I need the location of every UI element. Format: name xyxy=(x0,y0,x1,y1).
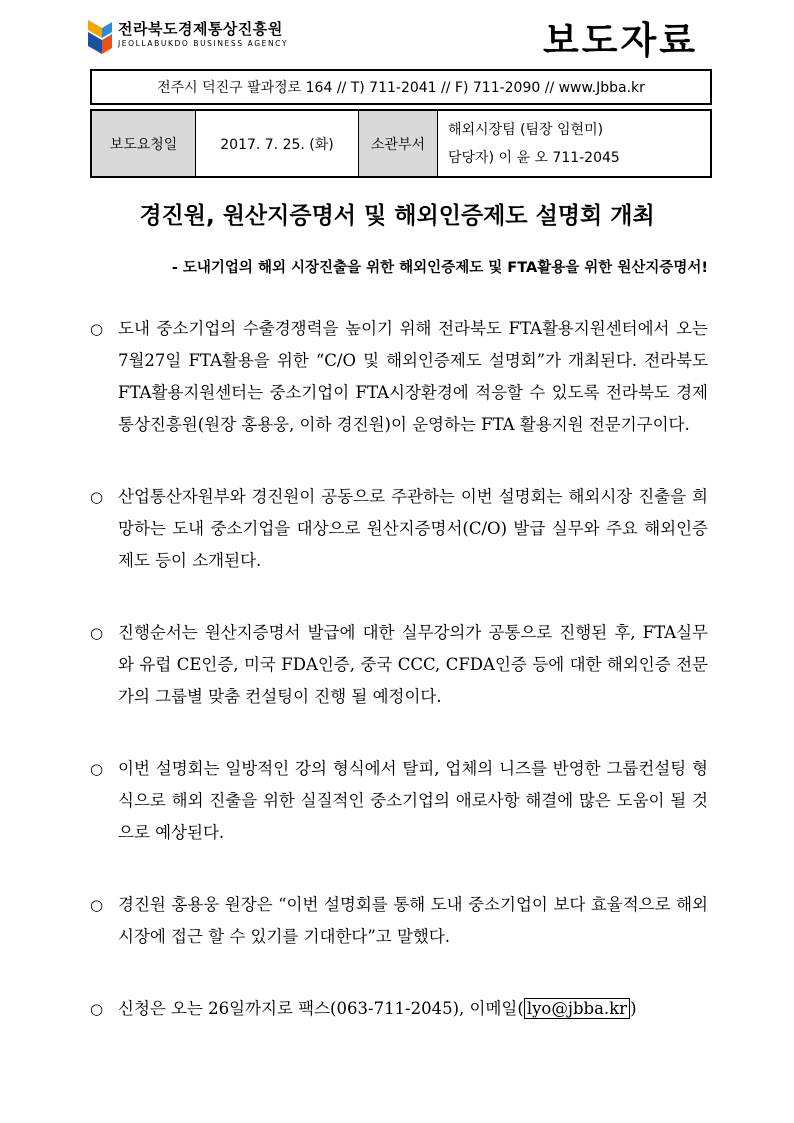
org-name-en: JEOLLABUKDO BUSINESS AGENCY xyxy=(118,39,289,48)
department-team: 해외시장팀 (팀장 임현미) xyxy=(448,121,604,138)
paragraph-text: 산업통산자원부와 경진원이 공동으로 주관하는 이번 설명회는 해외시장 진출을 희망하는 도내 중소기업을 대상으로 원산지증명서(C/O) 발급 실무와 주요 해외인증제도 등이 소개된다. xyxy=(118,487,708,570)
email-link[interactable]: lyo@jbba.kr xyxy=(524,998,630,1019)
paragraph xyxy=(90,313,708,441)
bullet-circle-icon: ○ xyxy=(90,320,104,338)
application-text: 신청은 오는 26일까지로 팩스(063-711-2045), 이메일( xyxy=(118,999,524,1018)
paragraph xyxy=(90,617,708,713)
request-date-label: 보도요청일 xyxy=(92,111,196,176)
bullet-circle-icon: ○ xyxy=(90,760,104,778)
paragraph xyxy=(90,753,708,849)
subheadline: - 도내기업의 해외 시장진출을 위한 해외인증제도 및 FTA활용을 위한 원산지증명서! xyxy=(171,260,708,276)
department-contact: 담당자) 이 윤 오 711-2045 xyxy=(448,149,620,166)
department-label: 소관부서 xyxy=(359,111,438,176)
closing-paren: ) xyxy=(630,999,637,1018)
paragraph-text: 도내 중소기업의 수출경쟁력을 높이기 위해 전라북도 FTA활용지원센터에서 오는 7월27일 FTA활용을 위한 “C/O 및 해외인증제도 설명회”가 개최된다. 전라북도 FTA활용지원센터는 중소기업이 FTA시장환경에 적응할 수 있도록 전라북도 경제통상진흥원(원장 홍용웅, 이하 경진원)이 운영하는 FTA 활용지원 전문기구이다. xyxy=(118,319,708,434)
bullet-circle-icon: ○ xyxy=(90,624,104,642)
paragraph-text: 진행순서는 원산지증명서 발급에 대한 실무강의가 공통으로 진행된 후, FTA실무와 유럽 CE인증, 미국 FDA인증, 중국 CCC, CFDA인증 등에 대한 해외인증 전문가의 그룹별 맞춤 컨설팅이 진행 될 예정이다. xyxy=(118,623,708,706)
address-contact-box xyxy=(90,69,712,105)
bullet-circle-icon: ○ xyxy=(90,1000,104,1018)
release-info-table xyxy=(90,109,712,178)
document-type-title: 보도자료 xyxy=(543,19,698,62)
headline: 경진원, 원산지증명서 및 해외인증제도 설명회 개최 xyxy=(139,203,655,229)
article-body xyxy=(90,313,708,1065)
address-line: 전주시 덕진구 팔과정로 164 // T) 711-2041 // F) 711-2090 // www.Jbba.kr xyxy=(157,80,645,96)
bullet-circle-icon: ○ xyxy=(90,488,104,506)
request-date-value: 2017. 7. 25. (화) xyxy=(196,111,359,176)
paragraph-text: 이번 설명회는 일방적인 강의 형식에서 탈피, 업체의 니즈를 반영한 그룹컨설팅 형식으로 해외 진출을 위한 실질적인 중소기업의 애로사항 해결에 많은 도움이 될 것으로 예상된다. xyxy=(118,759,708,842)
paragraph-last xyxy=(90,993,708,1025)
org-name: 전라북도경제통상진흥원 xyxy=(118,20,283,38)
agency-logo-icon xyxy=(86,16,114,60)
paragraph xyxy=(90,889,708,953)
paragraph xyxy=(90,481,708,577)
paragraph-text: 경진원 홍용웅 원장은 “이번 설명회를 통해 도내 중소기업이 보다 효율적으로 해외시장에 접근 할 수 있기를 기대한다”고 말했다. xyxy=(118,895,708,946)
department-value xyxy=(438,111,710,176)
bullet-circle-icon: ○ xyxy=(90,896,104,914)
paragraph-text xyxy=(118,993,708,1025)
